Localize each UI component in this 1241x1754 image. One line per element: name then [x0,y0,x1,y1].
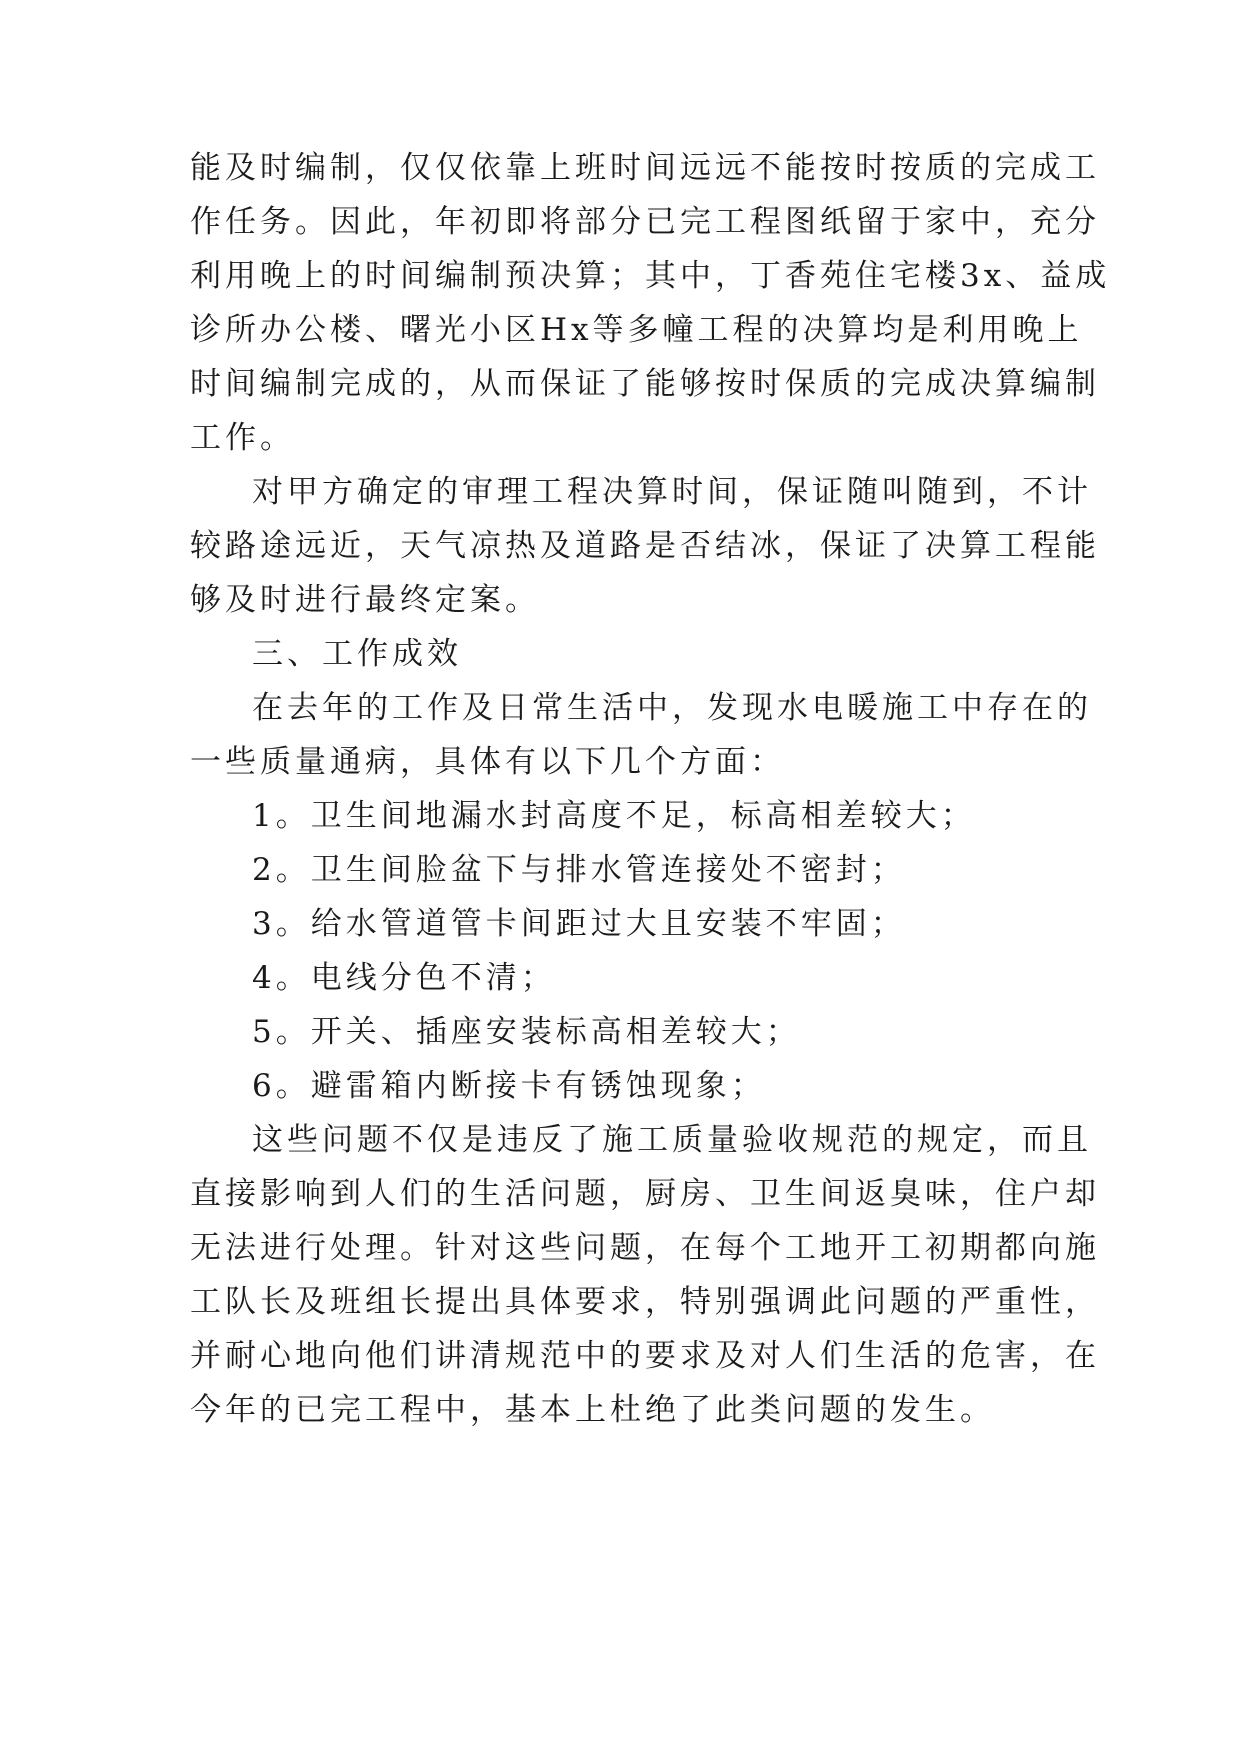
text-line: 诊所办公楼、曙光小区Hx等多幢工程的决算均是利用晚上 [190,312,1083,348]
list-item: 1。卫生间地漏水封高度不足，标高相差较大； [252,798,976,834]
text-line: 工作。 [190,420,295,456]
text-line: 直接影响到人们的生活问题，厨房、卫生间返臭味，住户却 [190,1176,1100,1212]
text-line: 在去年的工作及日常生活中，发现水电暖施工中存在的 [252,690,1092,726]
text-line: 工队长及班组长提出具体要求，特别强调此问题的严重性， [190,1284,1100,1320]
list-item: 5。开关、插座安装标高相差较大； [252,1014,801,1050]
list-item: 2。卫生间脸盆下与排水管连接处不密封； [252,852,906,888]
text-line: 无法进行处理。针对这些问题，在每个工地开工初期都向施 [190,1230,1100,1266]
list-item: 6。避雷箱内断接卡有锈蚀现象； [252,1068,766,1104]
text-line: 一些质量通病，具体有以下几个方面： [190,744,785,780]
text-line: 并耐心地向他们讲清规范中的要求及对人们生活的危害，在 [190,1338,1100,1374]
text-line: 作任务。因此，年初即将部分已完工程图纸留于家中，充分 [190,204,1100,240]
text-line: 对甲方确定的审理工程决算时间，保证随叫随到，不计 [252,474,1092,510]
section-heading: 三、工作成效 [252,636,462,672]
list-item: 4。电线分色不清； [252,960,556,996]
text-line: 能及时编制，仅仅依靠上班时间远远不能按时按质的完成工 [190,150,1100,186]
list-item: 3。给水管道管卡间距过大且安装不牢固； [252,906,906,942]
text-line: 较路途远近，天气凉热及道路是否结冰，保证了决算工程能 [190,528,1100,564]
text-line: 今年的已完工程中，基本上杜绝了此类问题的发生。 [190,1392,995,1428]
text-line: 这些问题不仅是违反了施工质量验收规范的规定，而且 [252,1122,1092,1158]
text-line: 够及时进行最终定案。 [190,582,540,618]
text-line: 时间编制完成的，从而保证了能够按时保质的完成决算编制 [190,366,1100,402]
text-line: 利用晚上的时间编制预决算；其中，丁香苑住宅楼3x、益成 [190,258,1111,294]
